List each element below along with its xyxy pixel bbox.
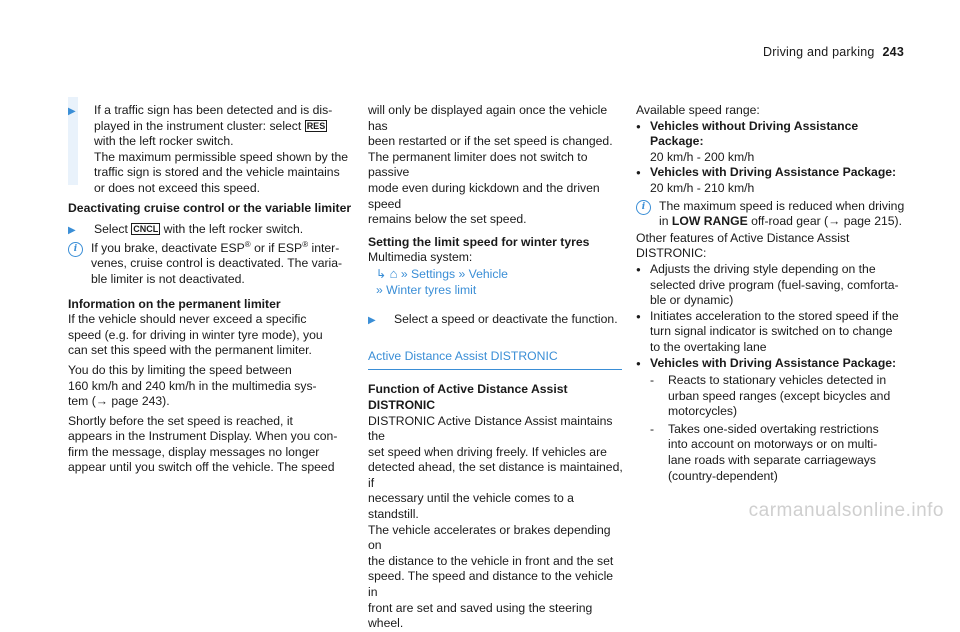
menu-path xyxy=(368,266,624,283)
text-line: front are set and saved using the steering wheel. xyxy=(368,600,593,631)
text-line: can set this speed with the permanent limiter. xyxy=(68,343,312,358)
text-line: If you brake, deactivate ESP® or if ESP® inter- xyxy=(91,239,340,255)
column-3 xyxy=(636,103,906,484)
page-number: 243 xyxy=(882,45,904,59)
text-line: firm the message, display messages no longer xyxy=(68,444,320,459)
chevron-icon: » xyxy=(400,266,408,281)
text-line: the distance to the vehicle in front and the set xyxy=(368,553,614,568)
text-line: necessary until the vehicle comes to a standstill. xyxy=(368,491,574,522)
list-item: ● Initiates acceleration to the stored speed if the turn signal indicator is switched on to change to the overtaking lane xyxy=(636,309,906,356)
step-arrow-icon: ▶ xyxy=(68,106,76,117)
column-1 xyxy=(68,103,358,476)
text-line: remains below the set speed. xyxy=(368,212,527,227)
text-line: DISTRONIC: xyxy=(636,246,707,261)
list-item: - Reacts to stationary vehicles detected in urban speed ranges (except bicycles and motorcycles) xyxy=(636,373,906,420)
chevron-icon: » xyxy=(458,266,466,281)
text-line: been restarted or if the set speed is changed. xyxy=(368,134,613,149)
arrow-ref-icon: → xyxy=(95,394,112,409)
text-line: Select CNCL with the left rocker switch. xyxy=(94,222,304,237)
step-select-res xyxy=(68,103,358,197)
text-line: 160 km/h and 240 km/h in the multimedia sys- xyxy=(68,378,317,393)
text-line: Other features of Active Distance Assist xyxy=(636,230,850,245)
text-line: speed. The speed and distance to the vehicle in xyxy=(368,569,614,600)
list-item: ● Vehicles with Driving Assistance Package: 20 km/h - 210 km/h xyxy=(636,165,906,196)
info-note-low-range: i The maximum speed is reduced when driving in LOW RANGE off-road gear (→ page 215). xyxy=(636,199,906,230)
sub-features-list xyxy=(636,373,906,484)
list-item: ● Vehicles without Driving Assistance Package: 20 km/h - 200 km/h xyxy=(636,119,906,166)
corner-arrow-icon: ↳ xyxy=(376,266,387,281)
page-reference[interactable]: page 215). xyxy=(843,214,902,229)
text-line: If the vehicle should never exceed a specific xyxy=(68,312,307,327)
cncl-key-icon: CNCL xyxy=(133,224,159,235)
text-line: Shortly before the set speed is reached, it xyxy=(68,413,293,428)
info-icon: i xyxy=(68,242,83,257)
watermark: carmanualsonline.info xyxy=(748,500,944,521)
text-line: ble limiter is not deactivated. xyxy=(91,271,245,286)
heading-winter-tyres: Setting the limit speed for winter tyres xyxy=(368,234,590,249)
text-line: appear until you switch off the vehicle. The speed xyxy=(68,460,335,475)
menu-path-continued xyxy=(368,283,624,299)
text-line: Select a speed or deactivate the function. xyxy=(394,312,618,327)
arrow-ref-icon: → xyxy=(828,214,844,229)
step-select-cncl xyxy=(68,222,358,239)
text-line: You do this by limiting the speed between xyxy=(68,362,292,377)
text-line: with the left rocker switch. xyxy=(94,134,234,149)
chevron-icon: » xyxy=(376,282,383,297)
heading-function-distronic: Function of Active Distance Assist DISTRONIC xyxy=(368,382,568,412)
info-note-brake xyxy=(68,241,358,288)
text-line: venes, cruise control is deactivated. The varia- xyxy=(91,256,343,271)
text-line: will only be displayed again once the vehicle has xyxy=(368,103,608,133)
text-line: speed (e.g. for driving in winter tyre mode), you xyxy=(68,327,323,342)
text-line: Multimedia system: xyxy=(368,250,473,265)
header-section: Driving and parking xyxy=(763,45,875,59)
text-line: The permanent limiter does not switch to passive xyxy=(368,149,588,180)
text-line: mode even during kickdown and the driven speed xyxy=(368,180,600,211)
text-line: or does not exceed this speed. xyxy=(94,180,260,195)
step-arrow-icon: ▶ xyxy=(368,315,376,327)
text-line: DISTRONIC Active Distance Assist maintains the xyxy=(368,413,613,444)
page-reference[interactable]: tem (→ page 243). xyxy=(68,394,170,409)
text-line: Available speed range: xyxy=(636,103,760,117)
text-line: detected ahead, the set distance is maintained, if xyxy=(368,460,623,490)
text-line: appears in the Instrument Display. When you con- xyxy=(68,429,338,444)
heading-deactivating: Deactivating cruise control or the variable limiter xyxy=(68,200,352,215)
list-item: - Takes one-sided overtaking restrictions into account on motorways or on multi- lane roads with separate carriageways (country-dependent) xyxy=(636,422,906,484)
list-item: ● Adjusts the driving style depending on the selected drive program (fuel-saving, comforta- ble or dynamic) xyxy=(636,262,906,309)
list-item: ● Vehicles with Driving Assistance Package: xyxy=(636,356,906,372)
res-key-icon: RES xyxy=(306,120,326,131)
text-line: set speed when driving freely. If vehicles are xyxy=(368,444,607,459)
text-line: traffic sign is stored and the vehicle maintains xyxy=(94,165,340,180)
text-line: The vehicle accelerates or brakes depending on xyxy=(368,522,611,553)
home-icon[interactable]: ⌂ xyxy=(389,265,398,281)
text-line: The maximum permissible speed shown by the xyxy=(94,149,349,164)
step-arrow-icon: ▶ xyxy=(68,225,76,237)
section-title-distronic: Active Distance Assist DISTRONIC xyxy=(368,349,622,371)
menu-settings[interactable]: Settings xyxy=(411,266,456,281)
speed-range-list xyxy=(636,119,906,197)
page-header xyxy=(763,45,904,61)
step-select-speed xyxy=(368,312,624,329)
info-icon: i xyxy=(636,200,651,215)
column-2 xyxy=(368,103,624,632)
features-list xyxy=(636,262,906,371)
heading-permanent-limiter: Information on the permanent limiter xyxy=(68,296,281,311)
text-line: played in the instrument cluster: select RES xyxy=(94,118,326,133)
menu-winter-tyres-limit[interactable]: Winter tyres limit xyxy=(386,282,477,297)
text-line: If a traffic sign has been detected and is dis- xyxy=(94,103,333,117)
menu-vehicle[interactable]: Vehicle xyxy=(468,266,508,281)
